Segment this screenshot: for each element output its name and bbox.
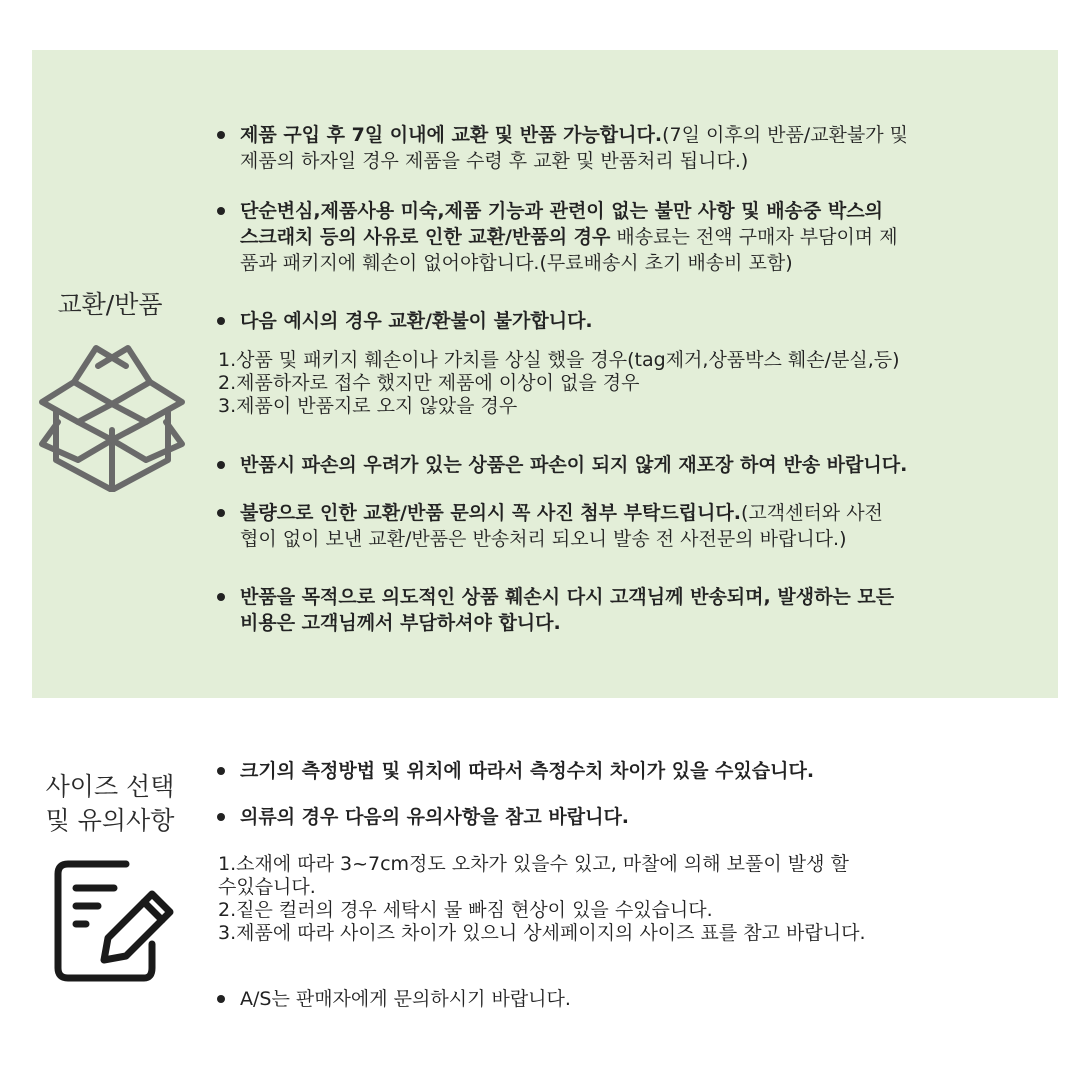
exchange-item-3 [216,308,1080,334]
open-box-icon [38,344,186,492]
exchange-item-5-bold: 불량으로 인한 교환/반품 문의시 꼭 사진 첨부 부탁드립니다. [240,502,741,524]
exchange-item-4 [216,452,1080,478]
size-title: 사이즈 선택 및 유의사항 [45,772,175,835]
note-edit-icon [52,858,178,984]
size-item-1 [216,758,1080,784]
size-item-2 [216,804,1080,830]
exchange-title: 교환/반품 [57,290,163,319]
exchange-item-2-normal: 배송료는 전액 구매자 부담이며 제 품과 패키지에 훼손이 없어야합니다.(무료배송시 초기 배송비 포함) [240,226,898,274]
exchange-item-2 [216,198,1080,276]
exchange-item-1 [216,122,1080,174]
size-item-3 [216,986,1080,1012]
exchange-examples: 1.상품 및 패키지 훼손이나 가치를 상실 했을 경우(tag제거,상품박스 훼손/분실,등) 2.제품하자로 접수 했지만 제품에 이상이 없을 경우 3.제품이 반품지로 오지 않았을 경우 [218,349,900,417]
size-item-2-bold: 의류의 경우 다음의 유의사항을 참고 바랍니다. [240,806,630,828]
exchange-item-2-bold: 단순변심,제품사용 미숙,제품 기능과 관련이 없는 불만 사항 및 배송중 박스의 스크래치 등의 사유로 인한 교환/반품의 경우 [240,200,883,248]
size-item-3-text: A/S는 판매자에게 문의하시기 바랍니다. [240,988,571,1010]
exchange-item-1-normal: (7일 이후의 반품/교환불가 및 제품의 하자일 경우 제품을 수령 후 교환 및 반품처리 됩니다.) [240,124,909,172]
exchange-item-5 [216,500,1080,552]
size-notes: 1.소재에 따라 3~7cm정도 오차가 있을수 있고, 마찰에 의해 보풀이 발생 할 수있습니다. 2.짙은 컬러의 경우 세탁시 물 빠짐 현상이 있을 수있습니다. 3.제품에 따라 사이즈 차이가 있으니 상세페이지의 사이즈 표를 참고 바랍니다. [218,853,866,944]
exchange-item-1-bold: 제품 구입 후 7일 이내에 교환 및 반품 가능합니다. [240,124,663,146]
exchange-item-5-normal: (고객센터와 사전 협이 없이 보낸 교환/반품은 반송처리 되오니 발송 전 사전문의 바랍니다.) [240,502,883,550]
exchange-item-6 [216,584,1080,636]
exchange-item-3-bold: 다음 예시의 경우 교환/환불이 불가합니다. [240,310,593,332]
exchange-item-4-bold: 반품시 파손의 우려가 있는 상품은 파손이 되지 않게 재포장 하여 반송 바랍니다. [240,454,908,476]
size-item-1-bold: 크기의 측정방법 및 위치에 따라서 측정수치 차이가 있을 수있습니다. [240,760,815,782]
exchange-item-6-bold: 반품을 목적으로 의도적인 상품 훼손시 다시 고객님께 반송되며, 발생하는 모든 비용은 고객님께서 부담하셔야 합니다. [240,586,895,634]
